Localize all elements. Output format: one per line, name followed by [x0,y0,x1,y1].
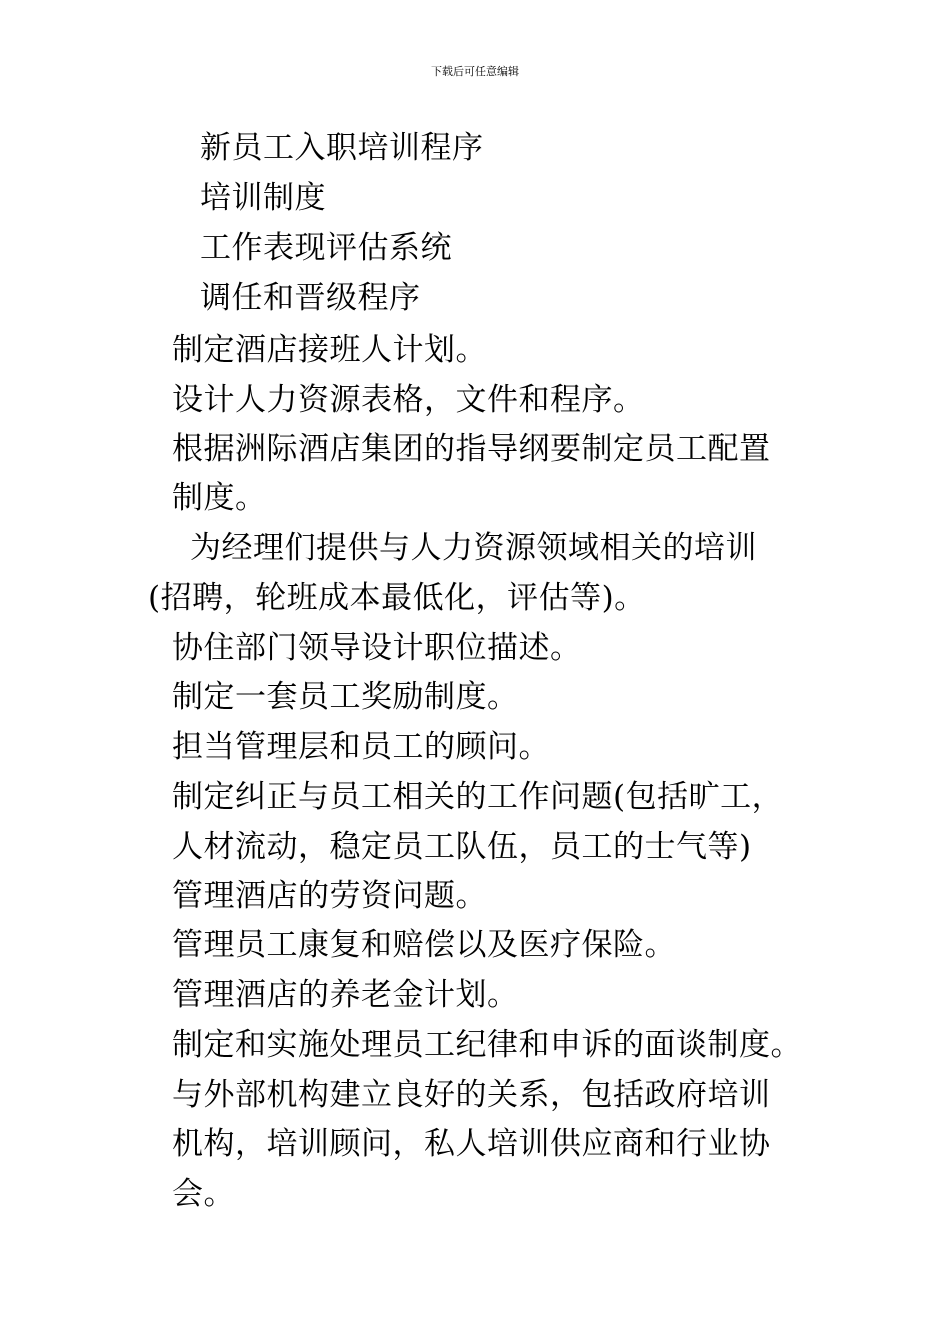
text-line: 为经理们提供与人力资源领域相关的培训 [190,530,757,566]
text-line: 制度。 [172,480,267,516]
text-line: 设计人力资源表格，文件和程序。 [172,382,645,418]
text-line: 制定一套员工奖励制度。 [172,679,519,715]
text-line: 制定和实施处理员工纪律和申诉的面谈制度。 [172,1027,802,1063]
text-line: 根据洲际酒店集团的指导纲要制定员工配置 [172,431,771,467]
text-line: 制定酒店接班人计划。 [172,332,487,368]
text-line: 与外部机构建立良好的关系，包括政府培训 [172,1077,771,1113]
text-line: 人材流动，稳定员工队伍，员工的士气等) [172,829,752,865]
text-line: 管理员工康复和赔偿以及医疗保险。 [172,927,676,963]
sub-item-line: 培训制度 [200,180,326,216]
text-line: 管理酒店的养老金计划。 [172,977,519,1013]
text-line: 会。 [172,1176,235,1212]
text-line: (招聘，轮班成本最低化，评估等)。 [148,580,646,616]
text-line: 担当管理层和员工的顾问。 [172,729,550,765]
header-note: 下载后可任意编辑 [431,65,519,78]
sub-item-line: 调任和晋级程序 [200,280,421,316]
text-line: 机构，培训顾问，私人培训供应商和行业协 [172,1126,771,1162]
text-line: 管理酒店的劳资问题。 [172,878,487,914]
sub-item-line: 工作表现评估系统 [200,230,452,266]
text-line: 制定纠正与员工相关的工作问题(包括旷工， [172,779,784,815]
text-line: 协住部门领导设计职位描述。 [172,630,582,666]
sub-item-line: 新员工入职培训程序 [200,130,484,166]
